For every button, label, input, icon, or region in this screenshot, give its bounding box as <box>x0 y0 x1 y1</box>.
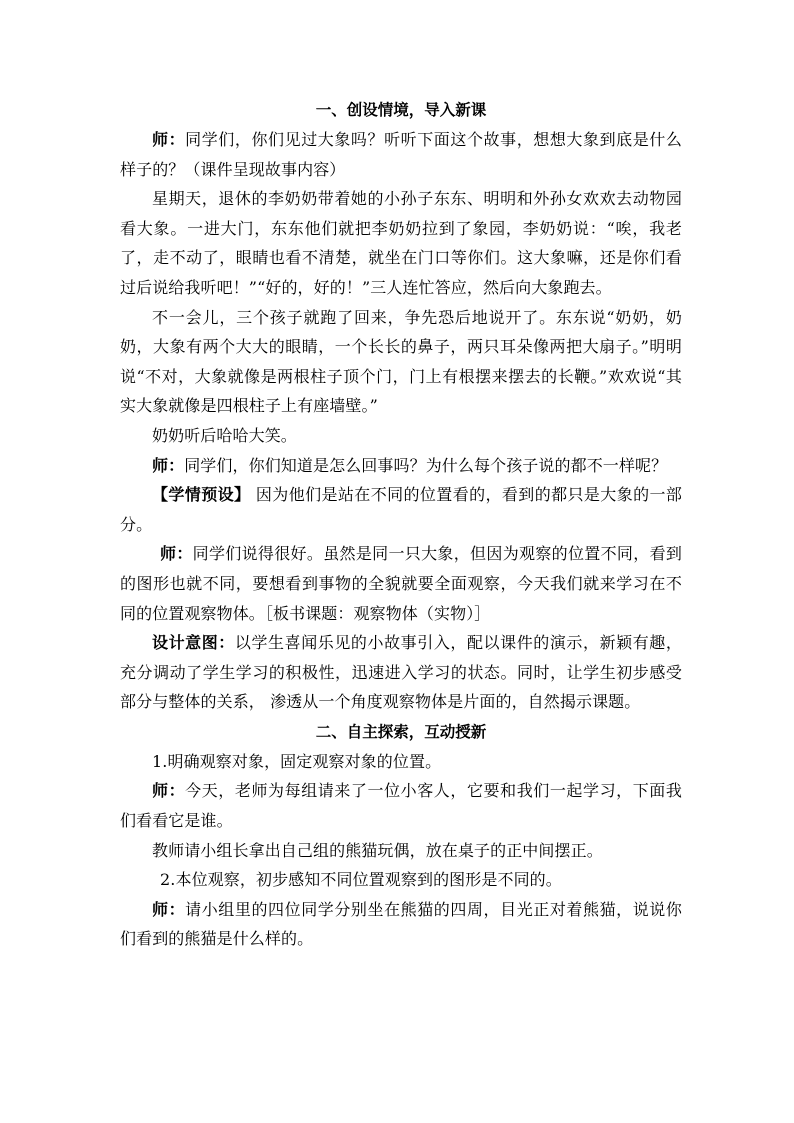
paragraph-text: 不一会儿，三个孩子就跑了回来，争先恐后地说开了。东东说“奶奶，奶奶，大象有两个大大的眼睛，一个长长的鼻子，两只耳朵像两把大扇子。”明明说“不对，大象就像是两根柱子顶个门，门上有根摆来摆去的长鞭。”欢欢说“其实大象就像是四根柱子上有座墙壁。” <box>120 307 682 416</box>
design-intent-label: 设计意图： <box>152 633 235 653</box>
paragraph-teacher-summary <box>120 539 682 628</box>
paragraph-text: 今天，老师为每组请来了一位小客人，它要和我们一起学习，下面我们看看它是谁。 <box>120 781 682 831</box>
paragraph-text: 1.明确观察对象，固定观察对象的位置。 <box>152 751 442 771</box>
prediction-label: 【学情预设】 <box>152 485 251 505</box>
paragraph-text: 同学们，你们见过大象吗？听听下面这个故事，想想大象到底是什么样子的？（课件呈现故事内容） <box>120 130 682 179</box>
paragraph-story-1 <box>120 184 682 302</box>
paragraph-step-1 <box>120 747 682 777</box>
paragraph-text: 请小组里的四位同学分别坐在熊猫的四周，目光正对着熊猫，说说你们看到的熊猫是什么样的。 <box>120 899 682 949</box>
paragraph-text: 以学生喜闻乐见的小故事引入，配以课件的演示，新颖有趣，充分调动了学生学习的积极性，迅速进入学习的状态。同时，让学生初步感受部分与整体的关系， 渗透从一个角度观察物体是片面的，自然揭示课题。 <box>120 633 682 712</box>
paragraph-text: 教师请小组长拿出自己组的熊猫玩偶，放在桌子的正中间摆正。 <box>152 840 603 860</box>
paragraph-text: 同学们，你们知道是怎么回事吗？为什么每个孩子说的都不一样呢？ <box>184 455 668 475</box>
paragraph-teacher-instruction <box>120 895 682 954</box>
paragraph-text: 星期天，退休的李奶奶带着她的小孙子东东、明明和外孙女欢欢去动物园看大象。一进大门，东东他们就把李奶奶拉到了象园，李奶奶说：“唉，我老了，走不动了，眼睛也看不清楚，就坐在门口等你们。这大象嘛，还是你们看过后说给我听吧！”“好的，好的！”三人连忙答应，然后向大象跑去。 <box>120 189 682 297</box>
paragraph-story-3 <box>120 421 682 451</box>
paragraph-teacher-intro <box>120 776 682 835</box>
paragraph-teacher-action <box>120 836 682 866</box>
document-page <box>120 95 682 954</box>
speaker-label: 师： <box>160 544 193 564</box>
paragraph-text: 2.本位观察，初步感知不同位置观察到的图形是不同的。 <box>160 870 562 890</box>
paragraph-teacher-question <box>120 125 682 184</box>
paragraph-design-intent <box>120 628 682 717</box>
section-heading-2: 二、自主探索，互动授新 <box>315 721 487 741</box>
paragraph-text: 因为他们是站在不同的位置看的，看到的都只是大象的一部分。 <box>120 485 682 534</box>
paragraph-learning-prediction <box>120 480 682 539</box>
speaker-label: 师： <box>152 899 186 919</box>
section-heading-1: 一、创设情境，导入新课 <box>315 100 487 119</box>
paragraph-step-2 <box>120 865 682 895</box>
paragraph-text: 奶奶听后哈哈大笑。 <box>152 425 297 445</box>
speaker-label: 师： <box>152 781 186 801</box>
paragraph-teacher-question-2 <box>120 451 682 481</box>
speaker-label: 师： <box>152 130 186 149</box>
paragraph-story-2 <box>120 303 682 421</box>
speaker-label: 师： <box>152 455 185 475</box>
paragraph-text: 同学们说得很好。虽然是同一只大象，但因为观察的位置不同，看到的图形也就不同，要想看到事物的全貌就要全面观察，今天我们就来学习在不同的位置观察物体。［板书课题：观察物体（实物）］ <box>120 544 682 623</box>
